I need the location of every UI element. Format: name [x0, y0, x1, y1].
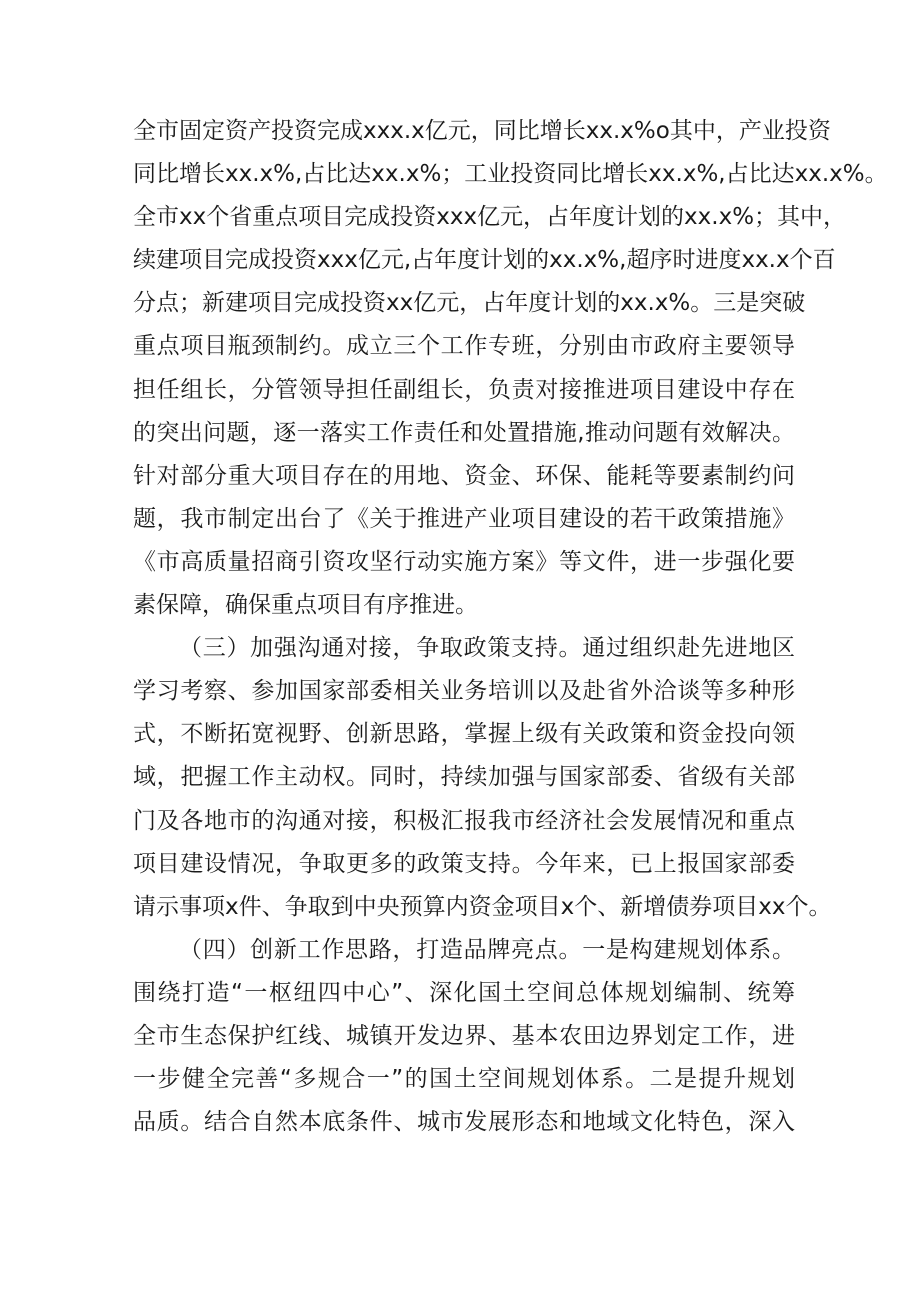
- text-line: 围绕打造“一枢纽四中心”、深化国土空间总体规划编制、统筹: [133, 979, 795, 1006]
- text-line: 全市固定资产投资完成xxx.x亿元，同比增长xx.x%o其中，产业投资: [133, 118, 831, 144]
- text-line: 全市xx个省重点项目完成投资xxx亿元，占年度计划的xx.x%；其中，: [133, 204, 847, 231]
- document-body: [133, 110, 888, 1144]
- text-line: 门及各地市的沟通对接，积极汇报我市经济社会发展情况和重点: [133, 807, 795, 834]
- text-line: 全市生态保护红线、城镇开发边界、基本农田边界划定工作，进: [133, 1022, 795, 1049]
- text-line: 重点项目瓶颈制约。成立三个工作专班，分别由市政府主要领导: [133, 333, 795, 360]
- text-line: 域，把握工作主动权。同时，持续加强与国家部委、省级有关部: [133, 764, 795, 791]
- text-line: 针对部分重大项目存在的用地、资金、环保、能耗等要素制约问: [133, 462, 795, 489]
- text-line: 的突出问题，逐一落实工作责任和处置措施,推动问题有效解决。: [133, 419, 795, 446]
- section-heading-line: （四）创新工作思路，打造品牌亮点。一是构建规划体系。: [179, 936, 795, 963]
- text-line: 分点；新建项目完成投资xx亿元，占年度计划的xx.x%。三是突破: [133, 290, 806, 317]
- text-line: 一步健全完善“多规合一”的国土空间规划体系。二是提升规划: [133, 1066, 795, 1093]
- paragraph-investment: [133, 110, 888, 627]
- paragraph-innovation: [133, 929, 795, 1144]
- section-heading-line: （三）加强沟通对接，争取政策支持。通过组织赴先进地区: [179, 635, 795, 662]
- text-line: 项目建设情况，争取更多的政策支持。今年来，已上报国家部委: [133, 850, 795, 877]
- text-line: 式，不断拓宽视野、创新思路，掌握上级有关政策和资金投向领: [133, 721, 795, 748]
- text-line: 请示事项x件、争取到中央预算内资金项目x个、新增债券项目xx个。: [133, 893, 832, 920]
- text-line: 续建项目完成投资xxx亿元,占年度计划的xx.x%,超序时进度xx.x个百: [133, 247, 836, 274]
- paragraph-communication: [133, 627, 832, 929]
- text-line: 担任组长，分管领导担任副组长，负责对接推进项目建设中存在: [133, 376, 795, 403]
- text-line: 品质。结合自然本底条件、城市发展形态和地域文化特色，深入: [133, 1109, 795, 1136]
- text-line: 同比增长xx.x%,占比达xx.x%；工业投资同比增长xx.x%,占比达xx.x%。: [133, 161, 888, 188]
- text-line: 素保障，确保重点项目有序推进。: [133, 592, 478, 619]
- text-line: 《市高质量招商引资攻坚行动实施方案》等文件，进一步强化要: [133, 548, 795, 575]
- text-line: 题，我市制定出台了《关于推进产业项目建设的若干政策措施》: [133, 505, 795, 532]
- text-line: 学习考察、参加国家部委相关业务培训以及赴省外洽谈等多种形: [133, 678, 795, 705]
